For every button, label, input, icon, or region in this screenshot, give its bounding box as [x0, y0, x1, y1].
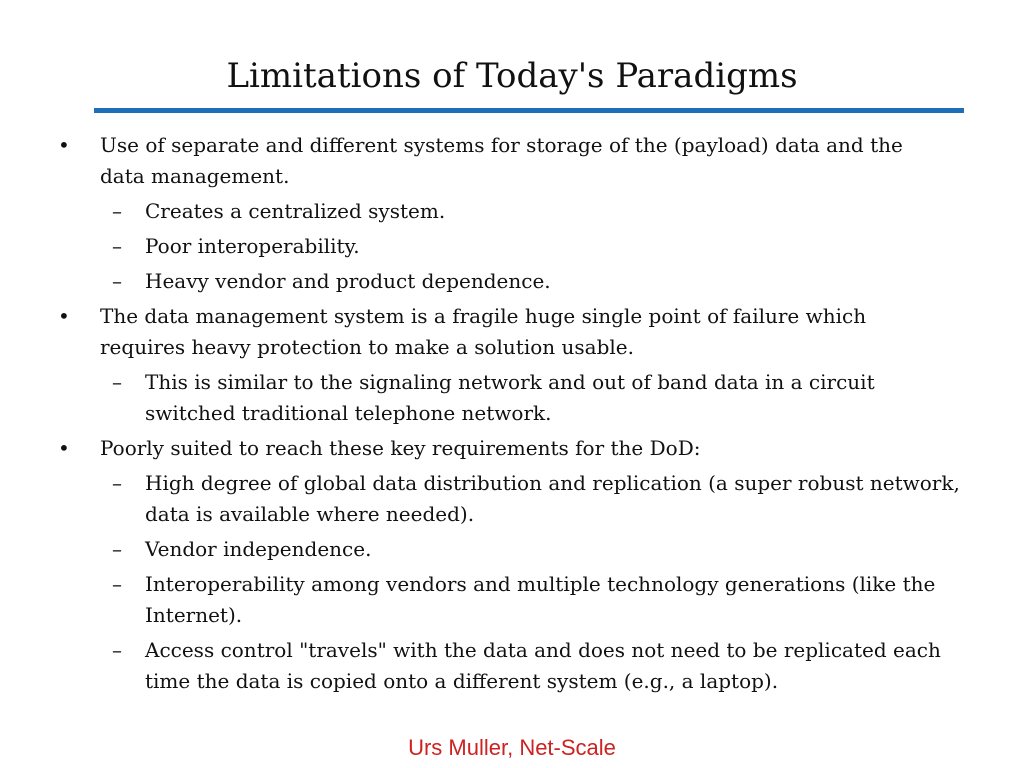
- sub-bullet-item: [0, 468, 960, 530]
- dash-marker: –: [112, 370, 122, 394]
- dash-marker: –: [112, 471, 122, 495]
- dash-marker: –: [112, 537, 122, 561]
- sub-bullet-text: Access control "travels" with the data and does not need to be replicated each time the data is copied onto a different system (e.g., a laptop).: [145, 638, 941, 693]
- dash-marker: –: [112, 572, 122, 596]
- bullet-text: Use of separate and different systems for storage of the (payload) data and the data management.: [100, 133, 903, 188]
- dash-marker: –: [112, 638, 122, 662]
- bullet-marker: •: [58, 304, 70, 328]
- sub-bullet-text: Creates a centralized system.: [145, 199, 446, 223]
- bullet-item: [0, 433, 940, 464]
- sub-bullet-text: Vendor independence.: [145, 537, 372, 561]
- sub-bullet-text: High degree of global data distribution and replication (a super robust network, data is available where needed).: [145, 471, 960, 526]
- sub-bullet-item: [0, 231, 960, 262]
- dash-marker: –: [112, 199, 122, 223]
- title-underline: [94, 108, 964, 113]
- sub-bullet-item: [0, 196, 960, 227]
- sub-bullet-text: Heavy vendor and product dependence.: [145, 269, 551, 293]
- bullet-marker: •: [58, 133, 70, 157]
- sub-bullet-text: Interoperability among vendors and multiple technology generations (like the Internet).: [145, 572, 936, 627]
- footer-credit: Urs Muller, Net-Scale: [408, 735, 616, 760]
- sub-bullet-item: [0, 534, 960, 565]
- bullet-text: Poorly suited to reach these key requirements for the DoD:: [100, 436, 701, 460]
- sub-bullet-item: [0, 266, 960, 297]
- bullet-item: [0, 130, 940, 192]
- slide-title: Limitations of Today's Paradigms: [226, 56, 798, 96]
- bullet-text: The data management system is a fragile huge single point of failure which requires heavy protection to make a solution usable.: [100, 304, 867, 359]
- sub-bullet-item: [0, 569, 960, 631]
- bullet-marker: •: [58, 436, 70, 460]
- bullet-item: [0, 301, 940, 363]
- dash-marker: –: [112, 234, 122, 258]
- sub-bullet-text: Poor interoperability.: [145, 234, 360, 258]
- sub-bullet-item: [0, 635, 960, 697]
- dash-marker: –: [112, 269, 122, 293]
- slide-content: [0, 126, 1024, 697]
- sub-bullet-text: This is similar to the signaling network and out of band data in a circuit switched traditional telephone network.: [145, 370, 875, 425]
- sub-bullet-item: [0, 367, 960, 429]
